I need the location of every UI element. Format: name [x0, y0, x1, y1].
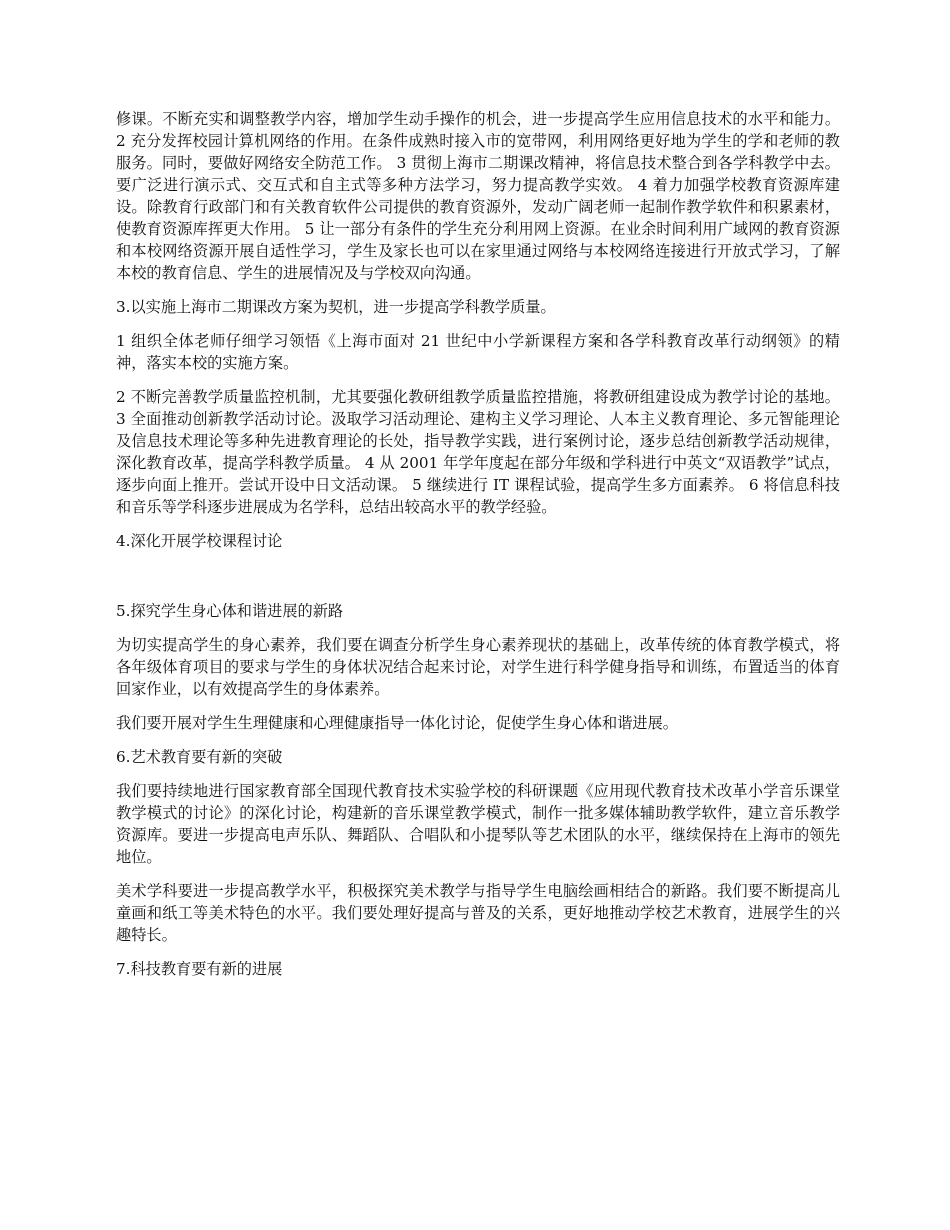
paragraph-mental-health: 我们要开展对学生生理健康和心理健康指导一体化讨论，促使学生身心体和谐进展。 [116, 714, 678, 732]
heading-section-6: 6.艺术教育要有新的突破 [116, 748, 283, 766]
heading-section-4: 4.深化开展学校课程讨论 [116, 532, 283, 550]
heading-section-3: 3.以实施上海市二期课改方案为契机，进一步提高学科教学质量。 [116, 298, 556, 316]
paragraph-study-curriculum: 1 组织全体老师仔细学习领悟《上海市面对 21 世纪中小学新课程方案和各学科教育改革行动纲领》的精神，落实本校的实施方案。 [116, 332, 840, 372]
document-page [116, 108, 840, 992]
heading-section-7: 7.科技教育要有新的进展 [116, 960, 283, 978]
paragraph-quality-monitoring: 2 不断完善教学质量监控机制，尤其要强化教研组教学质量监控措施，将教研组建设成为教学讨论的基地。 3 全面推动创新教学活动讨论。汲取学习活动理论、建构主义学习理论、人本主义教育理论、多元智能理论及信息技术理论等多种先进教育理论的长处，指导教学实践，进行案例讨论，逐步总结创新教学活动规律，深化教育改革，提高学科教学质量。 4 从 2001 年学年度起在部分年级和学科进行中英文“双语教学”试点，逐步向面上推开。尝试开设中日文活动课。 5 继续进行 IT 课程试验，提高学生多方面素养。 6 将信息科技和音乐等学科逐步进展成为名学科，总结出较高水平的教学经验。 [116, 388, 840, 516]
blank-gap [116, 564, 840, 600]
paragraph-art-education: 美术学科要进一步提高教学水平，积极探究美术教学与指导学生电脑绘画相结合的新路。我们要不断提高儿童画和纸工等美术特色的水平。我们要处理好提高与普及的关系，更好地推动学校艺术教育，进展学生的兴趣特长。 [116, 882, 840, 944]
heading-section-5: 5.探究学生身心体和谐进展的新路 [116, 602, 344, 620]
paragraph-it-measures: 修课。不断充实和调整教学内容，增加学生动手操作的机会，进一步提高学生应用信息技术的水平和能力。 2 充分发挥校园计算机网络的作用。在条件成熟时接入市的宽带网，利用网络更好地为学生的学和老师的教服务。同时，要做好网络安全防范工作。 3 贯彻上海市二期课改精神，将信息技术整合到各学科教学中去。要广泛进行演示式、交互式和自主式等多种方法学习，努力提高教学实效。 4 着力加强学校教育资源库建设。除教育行政部门和有关教育软件公司提供的教育资源外，发动广阔老师一起制作教学软件和积累素材，使教育资源库挥更大作用。 5 让一部分有条件的学生充分利用网上资源。在业余时间利用广域网的教育资源和本校网络资源开展自适性学习，学生及家长也可以在家里通过网络与本校网络连接进行开放式学习，了解本校的教育信息、学生的进展情况及与学校双向沟通。 [116, 110, 840, 282]
paragraph-physical-education: 为切实提高学生的身心素养，我们要在调查分析学生身心素养现状的基础上，改革传统的体育教学模式，将各年级体育项目的要求与学生的身体状况结合起来讨论，对学生进行科学健身指导和训练，布置适当的体育回家作业，以有效提高学生的身体素养。 [116, 636, 840, 698]
paragraph-music-education: 我们要持续地进行国家教育部全国现代教育技术实验学校的科研课题《应用现代教育技术改革小学音乐课堂教学模式的讨论》的深化讨论，构建新的音乐课堂教学模式，制作一批多媒体辅助教学软件，建立音乐教学资源库。要进一步提高电声乐队、舞蹈队、合唱队和小提琴队等艺术团队的水平，继续保持在上海市的领先地位。 [116, 782, 840, 866]
